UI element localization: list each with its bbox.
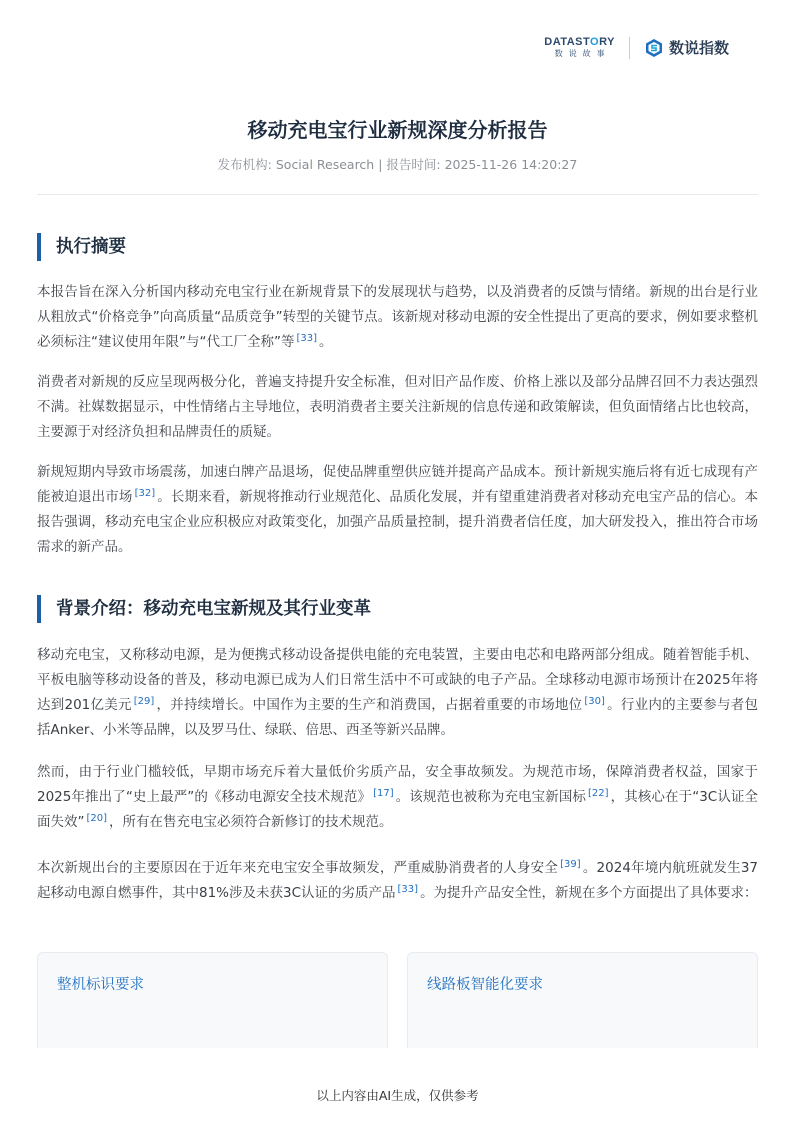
header-logos	[544, 36, 729, 59]
citation-link[interactable]: [39]	[560, 858, 581, 870]
requirement-card	[37, 952, 388, 1062]
report-title: 移动充电宝行业新规深度分析报告	[247, 118, 548, 142]
title-divider	[37, 194, 758, 195]
card-title: 整机标识要求	[57, 977, 144, 993]
paragraph: 本次新规出台的主要原因在于近年来充电宝安全事故频发，严重威胁消费者的人身安全 [39] 。2024年境内航班就发生37起移动电源自燃事件，其中81%涉及未获3C认证的劣质产品 [33] 。为提升产品安全性，新规在多个方面提出了具体要求：	[37, 858, 758, 901]
requirement-card	[407, 952, 758, 1062]
citation-link[interactable]: [29]	[133, 695, 155, 707]
citation-link[interactable]: [22]	[588, 787, 609, 799]
citation-link[interactable]: [32]	[134, 487, 156, 499]
logo-divider	[629, 37, 630, 59]
citation-link[interactable]: [17]	[373, 787, 394, 799]
card-title: 线路板智能化要求	[427, 977, 543, 993]
citation-link[interactable]: [20]	[86, 812, 108, 824]
shuoshuo-index-logo	[644, 37, 729, 58]
citation-link[interactable]: [30]	[584, 695, 605, 707]
datastory-logo-wordmark: DATASTORY	[544, 36, 615, 48]
datastory-logo	[544, 36, 615, 59]
shuoshuo-index-text: 数说指数	[668, 39, 729, 57]
section-title-summary: 执行摘要	[37, 233, 126, 261]
report-meta: 发布机构: Social Research | 报告时间: 2025-11-26 14:20:27	[217, 157, 578, 172]
paragraph: 本报告旨在深入分析国内移动充电宝行业在新规背景下的发展现状与趋势，以及消费者的反馈与情绪。新规的出台是行业从粗放式“价格竞争”向高质量“品质竞争”转型的关键节点。该新规对移动电源的安全性提出了更高的要求，例如要求整机必须标注“建议使用年限”与“代工厂全称”等 [33] 。	[37, 284, 758, 350]
paragraph: 新规短期内导致市场震荡，加速白牌产品退场，促使品牌重塑供应链并提高产品成本。预计新规实施后将有近七成现有产能被迫退出市场 [32] 。长期来看，新规将推动行业规范化、品质化发展，并有望重建消费者对移动充电宝产品的信心。本报告强调，移动充电宝企业应积极应对政策变化，加强产品质量控制，提升消费者信任度，加大研发投入，推出符合市场需求的新产品。	[37, 464, 758, 555]
paragraph: 消费者对新规的反应呈现两极分化，普遍支持提升安全标准，但对旧产品作废、价格上涨以及部分品牌召回不力表达强烈不满。社媒数据显示，中性情绪占主导地位，表明消费者主要关注新规的信息传递和政策解读，但负面情绪占比也较高，主要源于对经济负担和品牌责任的质疑。	[37, 374, 758, 440]
citation-link[interactable]: [33]	[397, 883, 419, 895]
citation-link[interactable]: [33]	[296, 332, 318, 344]
paragraph: 移动充电宝，又称移动电源，是为便携式移动设备提供电能的充电装置，主要由电芯和电路两部分组成。随着智能手机、平板电脑等移动设备的普及，移动电源已成为人们日常生活中不可或缺的电子产品。全球移动电源市场预计在2025年将达到201亿美元 [29] ，并持续增长。中国作为主要的生产和消费国，占据着重要的市场地位 [30] 。行业内的主要参与者包括Anker、小米等品牌，以及罗马仕、绿联、倍思、西圣等新兴品牌。	[37, 647, 759, 738]
datastory-logo-cn: 数说故事	[554, 49, 611, 58]
section-title-background: 背景介绍：移动充电宝新规及其行业变革	[37, 595, 371, 623]
paragraph: 然而，由于行业门槛较低，早期市场充斥着大量低价劣质产品，安全事故频发。为规范市场，保障消费者权益，国家于2025年推出了“史上最严”的《移动电源安全技术规范》 [17] 。该规范也被称为充电宝新国标 [22] ，其核心在于“3C认证全面失效” [20] ，所有在售充电宝必须符合新修订的技术规范。	[37, 764, 759, 830]
hexagon-s-icon	[644, 38, 664, 58]
ai-disclaimer: 以上内容由AI生成，仅供参考	[316, 1088, 479, 1103]
